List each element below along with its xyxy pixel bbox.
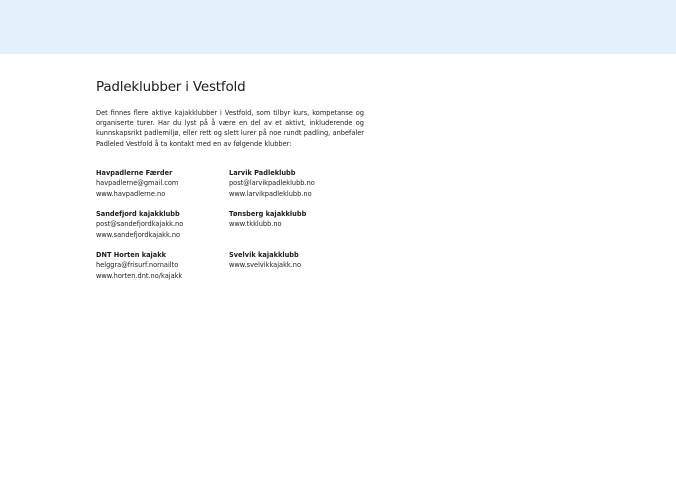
club-name: Svelvik kajakklubb bbox=[229, 251, 299, 259]
club-email[interactable]: post@larvikpadleklubb.no bbox=[229, 179, 315, 188]
club-website[interactable]: www.sandefjordkajakk.no bbox=[96, 230, 181, 239]
header-band bbox=[0, 0, 676, 54]
club-website[interactable]: www.svelvikkajakk.no bbox=[229, 261, 302, 270]
club-email[interactable]: havpadlerne@gmail.com bbox=[96, 179, 179, 188]
club-name: DNT Horten kajakk bbox=[96, 251, 167, 259]
club-svelvik-kajakklubb bbox=[229, 250, 361, 271]
intro-paragraph: Det finnes flere aktive kajakklubber i Vestfold, som tilbyr kurs, kompetanse og organiserte turer. Har du lyst på å være en del av et aktivt, inkluderende og kunnskapsrikt padlemiljø, eller rett og slett lurer på noe rundt padling, anbefaler Padleled Vestfold å ta kontakt med en av følgende klubber: bbox=[96, 109, 364, 148]
club-website[interactable]: www.havpadlerne.no bbox=[96, 189, 166, 198]
club-website[interactable]: www.tkklubb.no bbox=[229, 220, 282, 229]
main-content bbox=[96, 78, 364, 280]
club-email[interactable]: helggra@frisurf.nornailto bbox=[96, 261, 179, 270]
club-website[interactable]: www.larvikpadleklubb.no bbox=[229, 189, 312, 198]
club-tonsberg-kajakklubb bbox=[229, 209, 361, 230]
club-name: Havpadlerne Færder bbox=[96, 169, 173, 177]
page-title: Padleklubber i Vestfold bbox=[96, 79, 246, 95]
club-email[interactable]: post@sandefjordkajakk.no bbox=[96, 220, 184, 229]
club-sandefjord-kajakklubb bbox=[96, 209, 228, 240]
club-website[interactable]: www.horten.dnt.no/kajakk bbox=[96, 271, 183, 280]
club-name: Sandefjord kajakklubb bbox=[96, 210, 180, 218]
club-name: Larvik Padleklubb bbox=[229, 169, 296, 177]
club-havpadlerne-faerder bbox=[96, 168, 228, 199]
club-dnt-horten-kajakk bbox=[96, 250, 228, 281]
club-name: Tønsberg kajakklubb bbox=[229, 210, 307, 218]
club-larvik-padleklubb bbox=[229, 168, 361, 199]
